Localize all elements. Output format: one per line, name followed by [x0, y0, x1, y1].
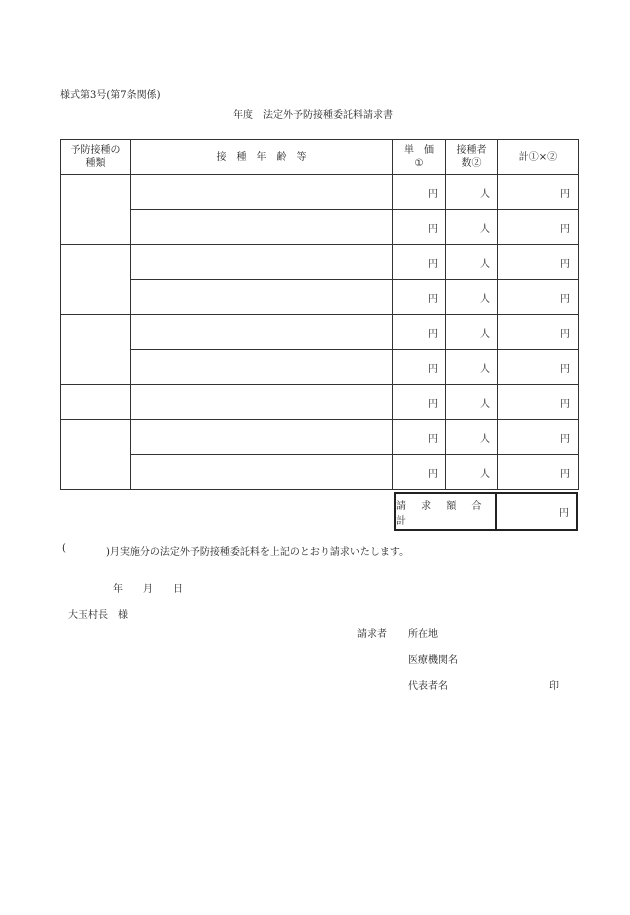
table-row — [61, 315, 579, 350]
table-header — [61, 140, 579, 175]
age-cell[interactable] — [131, 280, 393, 315]
unit-price-cell[interactable]: 円 — [393, 175, 446, 210]
addressee: 大玉村長 様 — [68, 610, 128, 621]
count-cell[interactable]: 人 — [446, 210, 498, 245]
subtotal-cell[interactable]: 円 — [498, 315, 579, 350]
subtotal-cell[interactable]: 円 — [498, 175, 579, 210]
form-number: 様式第3号(第7条関係) — [60, 90, 161, 101]
age-cell[interactable] — [131, 175, 393, 210]
unit-price-cell[interactable]: 円 — [393, 455, 446, 490]
date-day: 日 — [173, 584, 183, 595]
total-box — [394, 492, 578, 531]
total-label: 請 求 額 合 計 — [396, 494, 497, 529]
claimant-label: 請求者 — [357, 629, 387, 640]
age-cell[interactable] — [131, 385, 393, 420]
age-cell[interactable] — [131, 245, 393, 280]
header-age: 接 種 年 齢 等 — [131, 140, 393, 175]
age-cell[interactable] — [131, 315, 393, 350]
header-count: 接種者 数② — [446, 140, 498, 175]
count-cell[interactable]: 人 — [446, 245, 498, 280]
date-year: 年 — [113, 584, 123, 595]
representative-label: 代表者名 — [408, 681, 448, 692]
table-row — [61, 455, 579, 490]
unit-price-cell[interactable]: 円 — [393, 420, 446, 455]
header-unit-price: 単 価 ① — [393, 140, 446, 175]
count-cell[interactable]: 人 — [446, 420, 498, 455]
subtotal-cell[interactable]: 円 — [498, 245, 579, 280]
fee-table — [60, 139, 579, 490]
subtotal-cell[interactable]: 円 — [498, 350, 579, 385]
address-label: 所在地 — [408, 629, 438, 640]
table-row — [61, 175, 579, 210]
count-cell[interactable]: 人 — [446, 315, 498, 350]
subtotal-cell[interactable]: 円 — [498, 420, 579, 455]
vaccine-type-cell[interactable] — [61, 315, 131, 385]
table-row — [61, 245, 579, 280]
count-cell[interactable]: 人 — [446, 175, 498, 210]
unit-price-cell[interactable]: 円 — [393, 280, 446, 315]
count-cell[interactable]: 人 — [446, 350, 498, 385]
age-cell[interactable] — [131, 455, 393, 490]
institution-label: 医療機関名 — [408, 655, 458, 666]
table-row — [61, 420, 579, 455]
count-cell[interactable]: 人 — [446, 385, 498, 420]
vaccine-type-cell[interactable] — [61, 245, 131, 315]
seal-mark: 印 — [549, 681, 559, 692]
date-month: 月 — [143, 584, 153, 595]
unit-price-cell[interactable]: 円 — [393, 245, 446, 280]
vaccine-type-cell[interactable] — [61, 385, 131, 420]
subtotal-cell[interactable]: 円 — [498, 385, 579, 420]
header-vaccine-type: 予防接種の 種類 — [61, 140, 131, 175]
subtotal-cell[interactable]: 円 — [498, 455, 579, 490]
statement-text: )月実施分の法定外予防接種委託料を上記のとおり請求いたします。 — [106, 547, 410, 558]
header-total: 計①×② — [498, 140, 579, 175]
count-cell[interactable]: 人 — [446, 455, 498, 490]
unit-price-cell[interactable]: 円 — [393, 385, 446, 420]
subtotal-cell[interactable]: 円 — [498, 210, 579, 245]
age-cell[interactable] — [131, 210, 393, 245]
unit-price-cell[interactable]: 円 — [393, 210, 446, 245]
total-value-cell[interactable]: 円 — [559, 508, 569, 519]
table-row — [61, 350, 579, 385]
vaccine-type-cell[interactable] — [61, 420, 131, 490]
count-cell[interactable]: 人 — [446, 280, 498, 315]
age-cell[interactable] — [131, 350, 393, 385]
form-title: 年度 法定外予防接種委託料請求書 — [233, 110, 393, 121]
table-row — [61, 385, 579, 420]
table-row — [61, 280, 579, 315]
unit-price-cell[interactable]: 円 — [393, 350, 446, 385]
subtotal-cell[interactable]: 円 — [498, 280, 579, 315]
unit-price-cell[interactable]: 円 — [393, 315, 446, 350]
statement-paren: ( — [62, 543, 66, 554]
age-cell[interactable] — [131, 420, 393, 455]
table-row — [61, 210, 579, 245]
vaccine-type-cell[interactable] — [61, 175, 131, 245]
